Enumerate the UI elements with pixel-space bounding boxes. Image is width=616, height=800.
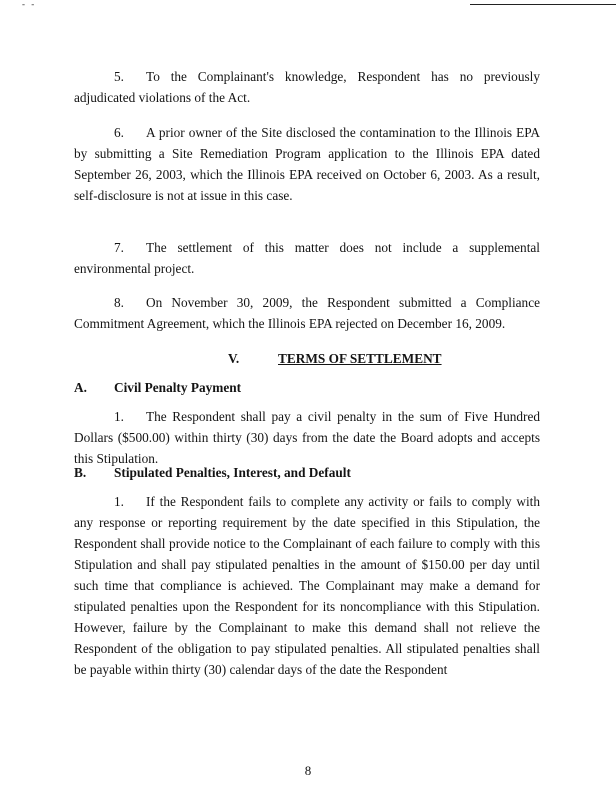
subsection-b-heading [74,462,351,483]
paragraph-number: 5. [114,69,124,84]
paragraph-text: The Respondent shall pay a civil penalty in the sum of Five Hundred Dollars ($500.00) within thirty (30) days from the date the Board adopts and accepts this Stipulation. [74,409,540,466]
paragraph-text: If the Respondent fails to complete any activity or fails to comply with any response or reporting requirement by the date specified in this Stipulation, the Respondent shall provide notice to the Complainant of each failure to comply with this Stipulation and shall pay stipulated penalties in the amount of $150.00 per day until such time that compliance is achieved. The Complainant may make a demand for stipulated penalties upon the Respondent for its noncompliance with this Stipulation. However, failure by the Complainant to make this demand shall not relieve the Respondent of the obligation to pay stipulated penalties. All stipulated penalties shall be payable within thirty (30) calendar days of the date the Respondent [74,494,540,677]
subsection-b-paragraph-1 [74,491,540,680]
section-number: V. [228,351,240,366]
paragraph-6 [74,122,540,206]
paragraph-text: A prior owner of the Site disclosed the contamination to the Illinois EPA by submitting a Site Remediation Program application to the Illinois EPA dated September 26, 2003, which the Illinois EPA received on October 6, 2003. As a result, self-disclosure is not at issue in this case. [74,125,540,203]
paragraph-8 [74,292,540,334]
corner-marks: - - [22,0,37,9]
page-number: 8 [304,763,312,778]
paragraph-number: 7. [114,240,124,255]
paragraph-text: On November 30, 2009, the Respondent submitted a Compliance Commitment Agreement, which the Illinois EPA rejected on December 16, 2009. [74,295,540,331]
paragraph-7 [74,237,540,279]
subsection-letter: A. [74,380,87,395]
paragraph-number: 1. [114,409,124,424]
paragraph-text: The settlement of this matter does not include a supplemental environmental project. [74,240,540,276]
subsection-a-heading [74,377,241,398]
paragraph-number: 1. [114,494,124,509]
paragraph-number: 6. [114,125,124,140]
subsection-a-paragraph-1 [74,406,540,469]
paragraph-5 [74,66,540,108]
top-rule [470,4,616,5]
section-title: TERMS OF SETTLEMENT [278,351,442,366]
subsection-title: Civil Penalty Payment [114,380,242,395]
paragraph-text: To the Complainant's knowledge, Respondent has no previously adjudicated violations of the Act. [74,69,540,105]
subsection-letter: B. [74,465,87,480]
paragraph-number: 8. [114,295,124,310]
subsection-title: Stipulated Penalties, Interest, and Default [114,465,351,480]
